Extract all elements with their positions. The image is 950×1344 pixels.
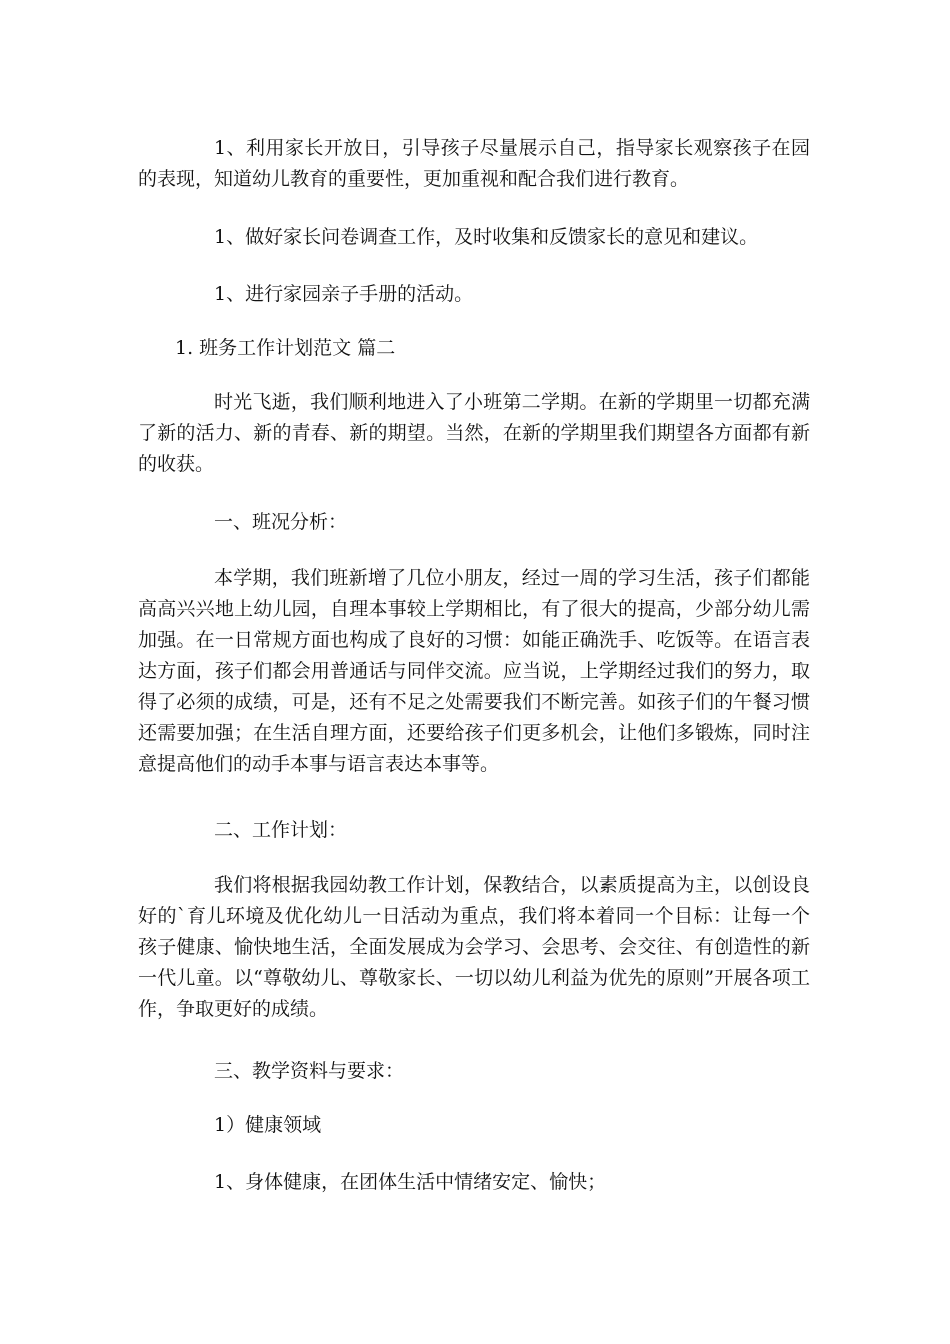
paragraph-intro: 时光飞逝，我们顺利地进入了小班第二学期。在新的学期里一切都充满了新的活力、新的青春、新的期望。当然，在新的学期里我们期望各方面都有新的收获。 bbox=[138, 391, 810, 475]
heading-teaching-requirements: 三、教学资料与要求： bbox=[214, 1060, 405, 1082]
heading-health-domain: 1）健康领域 bbox=[214, 1114, 322, 1136]
paragraph-handbook: 1、进行家园亲子手册的活动。 bbox=[214, 283, 474, 305]
paragraph-work-plan: 我们将根据我园幼教工作计划，保教结合，以素质提高为主，以创设良好的`育儿环境及优化幼儿一日活动为重点，我们将本着同一个目标：让每一个孩子健康、愉快地生活，全面发展成为会学习、会思考、会交往、有创造性的新一代儿童。以“尊敬幼儿、尊敬家长、一切以幼儿利益为优先的原则”开展各项工作，争取更好的成绩。 bbox=[138, 874, 810, 1020]
section-heading: 1. 班务工作计划范文 篇二 bbox=[175, 337, 396, 359]
heading-work-plan: 二、工作计划： bbox=[214, 819, 348, 841]
paragraph-class-analysis: 本学期，我们班新增了几位小朋友，经过一周的学习生活，孩子们都能高高兴兴地上幼儿园，自理本事较上学期相比，有了很大的提高，少部分幼儿需加强。在一日常规方面也构成了良好的习惯：如能正确洗手、吃饭等。在语言表达方面，孩子们都会用普通话与同伴交流。应当说，上学期经过我们的努力，取得了必须的成绩，可是，还有不足之处需要我们不断完善。如孩子们的午餐习惯还需要加强；在生活自理方面，还要给孩子们更多机会，让他们多锻炼，同时注意提高他们的动手本事与语言表达本事等。 bbox=[138, 567, 810, 775]
paragraph-parent-open-day: 1、利用家长开放日，引导孩子尽量展示自己，指导家长观察孩子在园的表现，知道幼儿教育的重要性，更加重视和配合我们进行教育。 bbox=[138, 137, 810, 190]
heading-class-analysis: 一、班况分析： bbox=[214, 511, 348, 533]
list-item-health: 1、身体健康，在团体生活中情绪安定、愉快； bbox=[214, 1171, 607, 1193]
paragraph-questionnaire: 1、做好家长问卷调查工作，及时收集和反馈家长的意见和建议。 bbox=[214, 226, 759, 248]
